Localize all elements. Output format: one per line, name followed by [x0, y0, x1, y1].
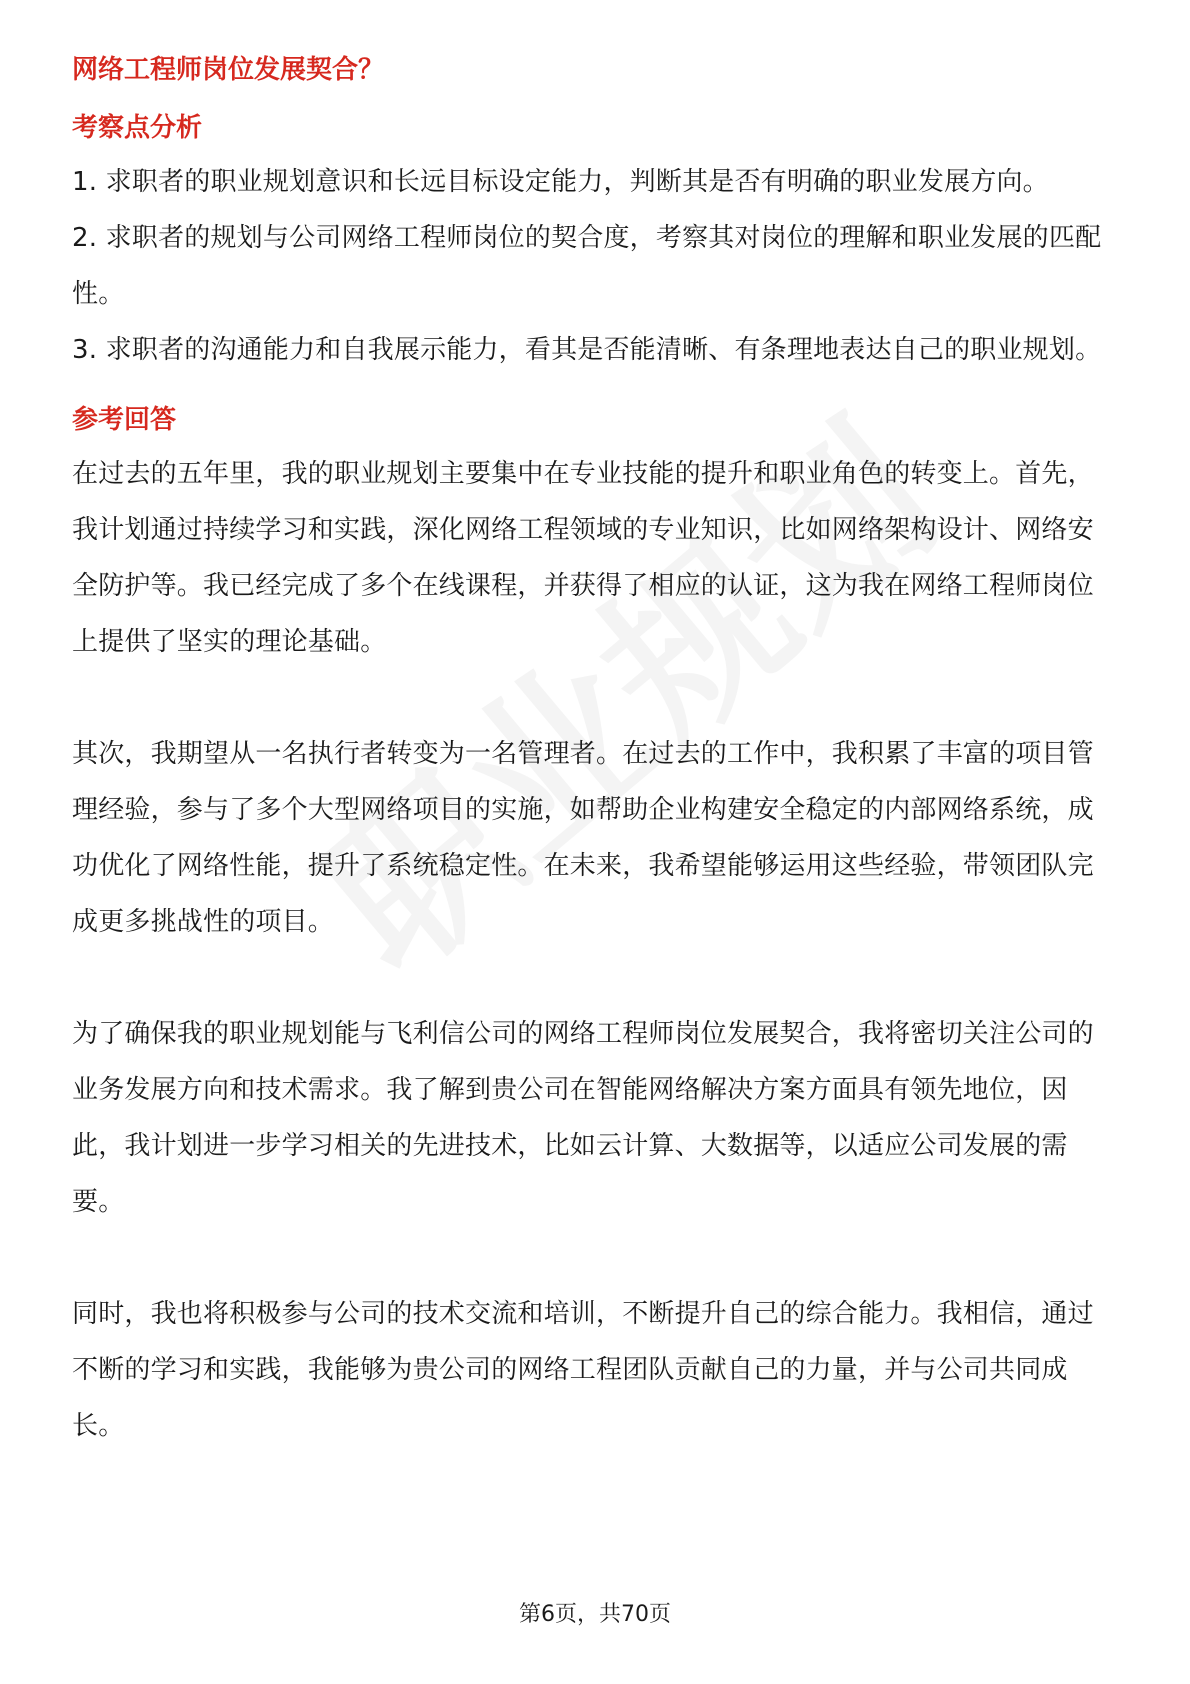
- answer-section: [72, 400, 1118, 1454]
- answer-paragraph: 为了确保我的职业规划能与飞利信公司的网络工程师岗位发展契合，我将密切关注公司的业务发展方向和技术需求。我了解到贵公司在智能网络解决方案方面具有领先地位，因此，我计划进一步学习相关的先进技术，比如云计算、大数据等，以适应公司发展的需要。: [72, 1019, 1094, 1217]
- answer-heading: 参考回答: [72, 405, 177, 435]
- answer-paragraph: 同时，我也将积极参与公司的技术交流和培训，不断提升自己的综合能力。我相信，通过不断的学习和实践，我能够为贵公司的网络工程团队贡献自己的力量，并与公司共同成长。: [72, 1299, 1094, 1441]
- analysis-point: 2. 求职者的规划与公司网络工程师岗位的契合度，考察其对岗位的理解和职业发展的匹配性。: [72, 223, 1102, 309]
- paragraph-gap: [72, 1230, 1118, 1286]
- analysis-heading: 考察点分析: [72, 113, 203, 143]
- page-content: [72, 50, 1118, 1454]
- paragraph-gap: [72, 670, 1118, 726]
- page-number: 第6页，共70页: [519, 1602, 671, 1627]
- question-title: 网络工程师岗位发展契合？: [72, 55, 385, 85]
- answer-paragraph: 在过去的五年里，我的职业规划主要集中在专业技能的提升和职业角色的转变上。首先，我计划通过持续学习和实践，深化网络工程领域的专业知识，比如网络架构设计、网络安全防护等。我已经完成了多个在线课程，并获得了相应的认证，这为我在网络工程师岗位上提供了坚实的理论基础。: [72, 459, 1094, 657]
- analysis-point: 1. 求职者的职业规划意识和长远目标设定能力，判断其是否有明确的职业发展方向。: [72, 167, 1049, 197]
- analysis-point: 3. 求职者的沟通能力和自我展示能力，看其是否能清晰、有条理地表达自己的职业规划。: [72, 335, 1102, 365]
- answer-paragraph: 其次，我期望从一名执行者转变为一名管理者。在过去的工作中，我积累了丰富的项目管理经验，参与了多个大型网络项目的实施，如帮助企业构建安全稳定的内部网络系统，成功优化了网络性能，提升了系统稳定性。在未来，我希望能够运用这些经验，带领团队完成更多挑战性的项目。: [72, 739, 1094, 937]
- paragraph-gap: [72, 950, 1118, 1006]
- analysis-section: [72, 108, 1118, 378]
